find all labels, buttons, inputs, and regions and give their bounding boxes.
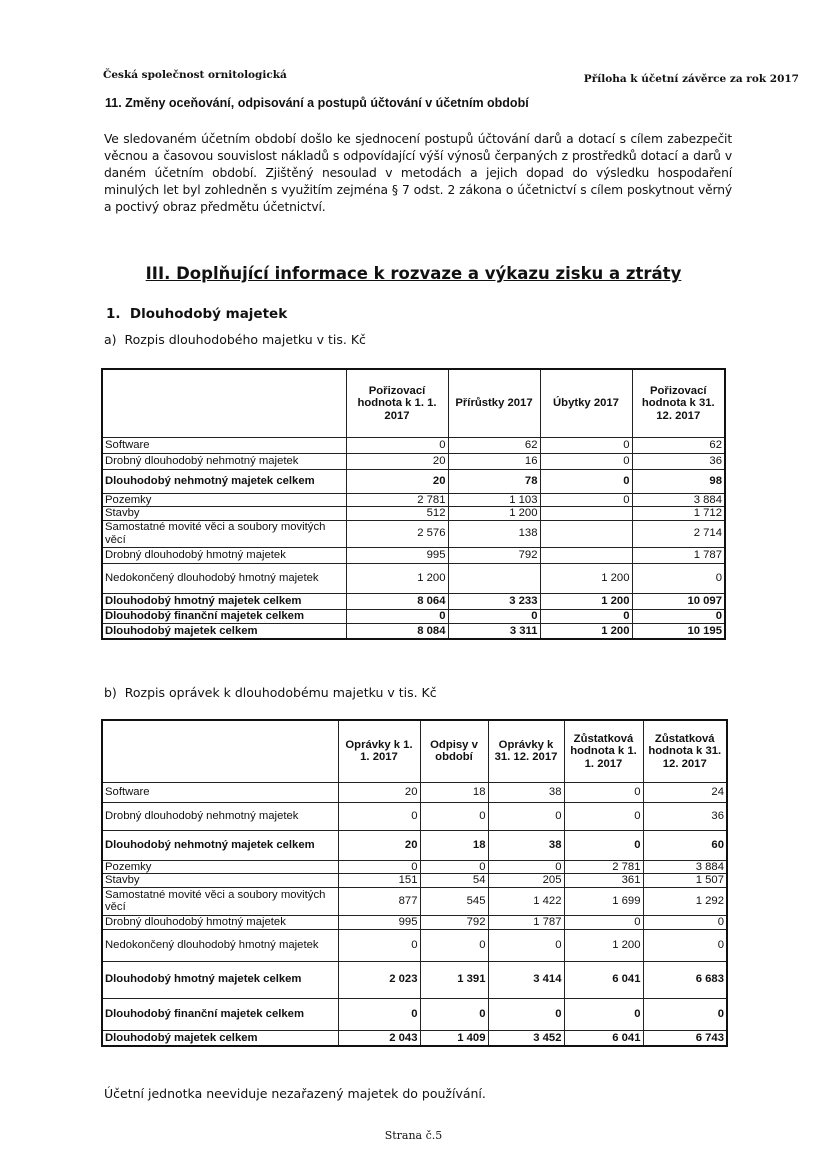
value-cell: 0 <box>338 802 420 830</box>
row-label: Dlouhodobý finanční majetek celkem <box>102 609 346 623</box>
table-row <box>102 874 727 888</box>
value-cell: 1 200 <box>564 929 643 961</box>
value-cell: 78 <box>448 469 540 493</box>
table-row <box>102 453 725 469</box>
value-cell: 3 884 <box>632 493 725 507</box>
value-cell: 0 <box>338 929 420 961</box>
value-cell: 1 200 <box>448 507 540 521</box>
value-cell: 16 <box>448 453 540 469</box>
value-cell: 6 743 <box>643 1030 727 1046</box>
table-header-cell <box>102 369 346 437</box>
value-cell: 3 233 <box>448 593 540 609</box>
table-row <box>102 609 725 623</box>
row-label: Dlouhodobý hmotný majetek celkem <box>102 593 346 609</box>
value-cell: 0 <box>564 830 643 860</box>
table-row <box>102 998 727 1030</box>
table-header-row <box>102 720 727 782</box>
value-cell: 0 <box>540 493 632 507</box>
value-cell: 2 714 <box>632 520 725 547</box>
table-header-cell: Pořizovací hodnota k 31. 12. 2017 <box>632 369 725 437</box>
table-row <box>102 802 727 830</box>
table-row <box>102 860 727 874</box>
row-label: Pozemky <box>102 860 338 874</box>
value-cell: 0 <box>643 998 727 1030</box>
value-cell: 36 <box>632 453 725 469</box>
table-row <box>102 887 727 915</box>
value-cell: 1 712 <box>632 507 725 521</box>
row-label: Dlouhodobý majetek celkem <box>102 1030 338 1046</box>
page-number: Strana č.5 <box>384 1129 443 1142</box>
row-label: Drobný dlouhodobý hmotný majetek <box>102 547 346 563</box>
value-cell: 0 <box>632 563 725 593</box>
value-cell: 0 <box>488 998 564 1030</box>
value-cell: 60 <box>643 830 727 860</box>
value-cell: 0 <box>540 609 632 623</box>
header-document-title: Příloha k účetní závěrce za rok 2017 <box>583 73 799 85</box>
value-cell: 3 414 <box>488 961 564 998</box>
value-cell: 18 <box>420 830 488 860</box>
value-cell: 0 <box>564 802 643 830</box>
row-label: Software <box>102 437 346 453</box>
value-cell: 20 <box>338 830 420 860</box>
value-cell: 0 <box>346 609 448 623</box>
table-row <box>102 547 725 563</box>
value-cell: 98 <box>632 469 725 493</box>
table-row <box>102 782 727 802</box>
value-cell: 361 <box>564 874 643 888</box>
value-cell: 1 292 <box>643 887 727 915</box>
table-row <box>102 929 727 961</box>
value-cell: 8 084 <box>346 623 448 639</box>
section-3-heading: III. Doplňující informace k rozvaze a výkazu zisku a ztráty <box>145 264 682 283</box>
header-organization: Česká společnost ornitologická <box>103 69 287 81</box>
row-label: Drobný dlouhodobý nehmotný majetek <box>102 453 346 469</box>
table-row <box>102 593 725 609</box>
value-cell: 205 <box>488 874 564 888</box>
value-cell: 38 <box>488 782 564 802</box>
table-row <box>102 507 725 521</box>
value-cell: 1 422 <box>488 887 564 915</box>
table-header-cell: Zůstatková hodnota k 31. 12. 2017 <box>643 720 727 782</box>
table-header-cell: Přírůstky 2017 <box>448 369 540 437</box>
row-label: Nedokončený dlouhodobý hmotný majetek <box>102 563 346 593</box>
row-label: Nedokončený dlouhodobý hmotný majetek <box>102 929 338 961</box>
value-cell: 2 781 <box>564 860 643 874</box>
row-label: Dlouhodobý nehmotný majetek celkem <box>102 830 338 860</box>
value-cell: 0 <box>448 609 540 623</box>
value-cell: 0 <box>643 929 727 961</box>
value-cell: 3 311 <box>448 623 540 639</box>
value-cell: 1 409 <box>420 1030 488 1046</box>
section-11-paragraph: Ve sledovaném účetním období došlo ke sjednocení postupů účtování darů a dotací s cílem zabezpečit věcnou a časovou souvislost nákladů s odpovídající výší výnosů čerpaných z prostředků dotací a darů v daném účetním období. Zjištěný nesoulad v metodách a jejich dopad do výsledku hospodaření minulých let byl zohledněn s využitím zejména § 7 odst. 2 zákona o účetnictví s cílem poskytnout věrný a poctivý obraz předmětu účetnictví. <box>104 132 732 214</box>
depreciation-table <box>101 719 728 1047</box>
value-cell: 54 <box>420 874 488 888</box>
value-cell: 877 <box>338 887 420 915</box>
section-11-title: 11. Změny oceňování, odpisování a postupů účtování v účetním období <box>105 96 529 110</box>
value-cell: 1 200 <box>540 563 632 593</box>
value-cell: 2 023 <box>338 961 420 998</box>
table-header-cell: Zůstatková hodnota k 1. 1. 2017 <box>564 720 643 782</box>
value-cell: 0 <box>420 929 488 961</box>
row-label: Drobný dlouhodobý nehmotný majetek <box>102 802 338 830</box>
value-cell: 1 787 <box>632 547 725 563</box>
value-cell: 1 699 <box>564 887 643 915</box>
row-label: Samostatné movité věci a soubory movitých věcí <box>102 887 338 915</box>
value-cell: 1 200 <box>346 563 448 593</box>
table-header-cell: Odpisy v období <box>420 720 488 782</box>
subsection-1-heading: 1. Dlouhodobý majetek <box>106 306 288 322</box>
value-cell: 0 <box>488 929 564 961</box>
value-cell: 0 <box>338 998 420 1030</box>
table-row <box>102 961 727 998</box>
value-cell: 0 <box>540 453 632 469</box>
value-cell: 138 <box>448 520 540 547</box>
value-cell: 0 <box>632 609 725 623</box>
footer-note: Účetní jednotka neeviduje nezařazený majetek do používání. <box>104 1086 486 1101</box>
value-cell <box>540 507 632 521</box>
table-row <box>102 915 727 929</box>
table-row <box>102 623 725 639</box>
value-cell: 792 <box>420 915 488 929</box>
value-cell: 0 <box>346 437 448 453</box>
value-cell: 1 103 <box>448 493 540 507</box>
value-cell: 20 <box>338 782 420 802</box>
value-cell: 0 <box>540 469 632 493</box>
row-label: Stavby <box>102 874 338 888</box>
value-cell: 38 <box>488 830 564 860</box>
row-label: Pozemky <box>102 493 346 507</box>
row-label: Stavby <box>102 507 346 521</box>
value-cell: 1 507 <box>643 874 727 888</box>
value-cell: 6 041 <box>564 1030 643 1046</box>
long-term-assets-table <box>101 368 726 640</box>
value-cell <box>540 547 632 563</box>
table-a-caption: a) Rozpis dlouhodobého majetku v tis. Kč <box>104 332 366 347</box>
row-label: Samostatné movité věci a soubory movitých věcí <box>102 520 346 547</box>
row-label: Dlouhodobý hmotný majetek celkem <box>102 961 338 998</box>
value-cell: 20 <box>346 469 448 493</box>
table-header-row <box>102 369 725 437</box>
value-cell: 24 <box>643 782 727 802</box>
value-cell: 995 <box>346 547 448 563</box>
value-cell: 0 <box>540 437 632 453</box>
value-cell: 0 <box>643 915 727 929</box>
value-cell: 2 576 <box>346 520 448 547</box>
table-row <box>102 469 725 493</box>
value-cell: 62 <box>632 437 725 453</box>
value-cell: 6 683 <box>643 961 727 998</box>
value-cell: 545 <box>420 887 488 915</box>
value-cell: 0 <box>488 860 564 874</box>
table-header-cell: Úbytky 2017 <box>540 369 632 437</box>
table-header-cell: Pořizovací hodnota k 1. 1. 2017 <box>346 369 448 437</box>
row-label: Drobný dlouhodobý hmotný majetek <box>102 915 338 929</box>
value-cell: 10 195 <box>632 623 725 639</box>
value-cell: 0 <box>488 802 564 830</box>
row-label: Dlouhodobý majetek celkem <box>102 623 346 639</box>
value-cell: 151 <box>338 874 420 888</box>
value-cell: 995 <box>338 915 420 929</box>
value-cell: 1 200 <box>540 593 632 609</box>
value-cell: 1 787 <box>488 915 564 929</box>
value-cell: 8 064 <box>346 593 448 609</box>
value-cell: 0 <box>420 802 488 830</box>
value-cell: 512 <box>346 507 448 521</box>
value-cell: 2 043 <box>338 1030 420 1046</box>
value-cell: 36 <box>643 802 727 830</box>
table-row <box>102 830 727 860</box>
value-cell <box>540 520 632 547</box>
value-cell: 0 <box>338 860 420 874</box>
row-label: Dlouhodobý nehmotný majetek celkem <box>102 469 346 493</box>
value-cell: 0 <box>420 860 488 874</box>
value-cell: 0 <box>564 998 643 1030</box>
value-cell: 1 200 <box>540 623 632 639</box>
value-cell: 18 <box>420 782 488 802</box>
value-cell: 3 884 <box>643 860 727 874</box>
table-b-caption: b) Rozpis oprávek k dlouhodobému majetku v tis. Kč <box>104 685 437 700</box>
row-label: Dlouhodobý finanční majetek celkem <box>102 998 338 1030</box>
value-cell: 10 097 <box>632 593 725 609</box>
table-row <box>102 1030 727 1046</box>
table-row <box>102 563 725 593</box>
value-cell: 2 781 <box>346 493 448 507</box>
value-cell <box>448 563 540 593</box>
table-header-cell: Oprávky k 31. 12. 2017 <box>488 720 564 782</box>
table-row <box>102 520 725 547</box>
table-row <box>102 493 725 507</box>
table-header-cell <box>102 720 338 782</box>
table-header-cell: Oprávky k 1. 1. 2017 <box>338 720 420 782</box>
row-label: Software <box>102 782 338 802</box>
value-cell: 6 041 <box>564 961 643 998</box>
value-cell: 20 <box>346 453 448 469</box>
value-cell: 0 <box>420 998 488 1030</box>
value-cell: 0 <box>564 782 643 802</box>
value-cell: 62 <box>448 437 540 453</box>
value-cell: 0 <box>564 915 643 929</box>
value-cell: 792 <box>448 547 540 563</box>
value-cell: 3 452 <box>488 1030 564 1046</box>
value-cell: 1 391 <box>420 961 488 998</box>
table-row <box>102 437 725 453</box>
